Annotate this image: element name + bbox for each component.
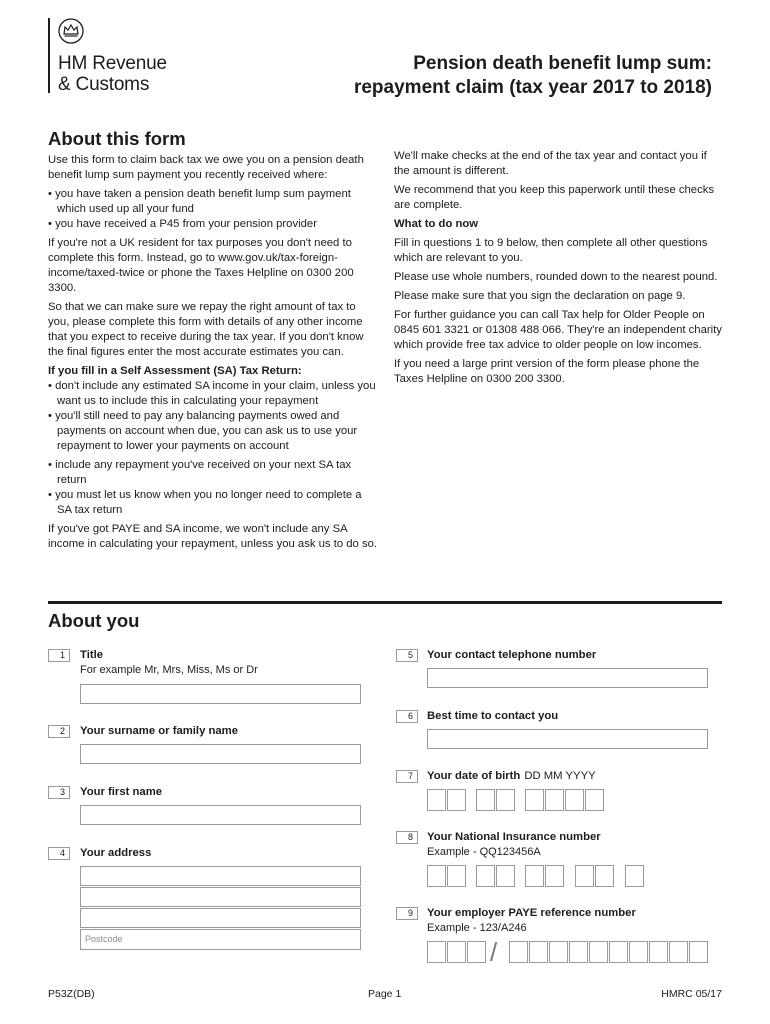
paye-cell-12[interactable] xyxy=(669,941,688,963)
paye-reference-label: Your employer PAYE reference number xyxy=(427,907,636,919)
surname-input[interactable] xyxy=(80,744,361,764)
first-name-label: Your first name xyxy=(80,786,163,798)
about-form-heading: About this form xyxy=(48,128,186,149)
ni-number-label: Your National Insurance number xyxy=(427,831,601,843)
paye-cell-7[interactable] xyxy=(569,941,588,963)
page-number: Page 1 xyxy=(368,988,402,1000)
dob-year-cell-3[interactable] xyxy=(565,789,584,811)
dob-year-cell-1[interactable] xyxy=(525,789,544,811)
ni-cell-4[interactable] xyxy=(496,865,515,887)
ni-cell-8[interactable] xyxy=(595,865,614,887)
dob-month-cell-2[interactable] xyxy=(496,789,515,811)
form-code: P53Z(DB) xyxy=(48,988,95,1000)
question-number-4: 4 xyxy=(48,847,70,860)
paye-reference-hint: Example - 123/A246 xyxy=(427,922,527,934)
paye-separator: / xyxy=(490,937,498,967)
ni-number-hint: Example - QQ123456A xyxy=(427,846,541,858)
surname-label: Your surname or family name xyxy=(80,725,238,737)
paye-cell-9[interactable] xyxy=(609,941,628,963)
paye-cell-1[interactable] xyxy=(427,941,446,963)
paye-cell-2[interactable] xyxy=(447,941,466,963)
question-number-8: 8 xyxy=(396,831,418,844)
question-number-5: 5 xyxy=(396,649,418,662)
ni-cell-9[interactable] xyxy=(625,865,644,887)
telephone-input[interactable] xyxy=(427,668,708,688)
title-input[interactable] xyxy=(80,684,361,704)
address-line-3-input[interactable] xyxy=(80,908,361,928)
about-form-left-column: Use this form to claim back tax we owe you on a pension death benefit lump sum payment you recently received where: • you have taken a pension death benefit lump sum payment which used up all your fund • you have received a P45 from your pension provider If you're not a UK resident for tax purposes you don't need to complete this form. Instead, go to www.gov.uk/tax-foreign-income/taxed-twice or phone the Taxes Helpline on 0300 200 3300. So that we can make sure we repay the right amount of tax to you, please complete this form with details of any other income that you expect to receive during the tax year. If you don't know the final figures enter the most accurate estimates you can. If you fill in a Self Assessment (SA) Tax Return: • don't include any estimated SA income in your claim, unless you want us to include this in calculating your repayment • you'll still need to pay any balancing payments owed and payments on account when due, you can ask us to use your repayment to lower your payments on account • include any repayment you've received on your next SA tax return • you must let us know when you no longer need to complete a SA tax return If you've got PAYE and SA income, we won't include any SA income in calculating your repayment, unless you ask us to do so. xyxy=(48,153,378,556)
question-number-9: 9 xyxy=(396,907,418,920)
ni-cell-6[interactable] xyxy=(545,865,564,887)
title-label: Title xyxy=(80,649,104,661)
royal-crown-icon xyxy=(58,18,84,44)
question-number-1: 1 xyxy=(48,649,70,662)
best-time-label: Best time to contact you xyxy=(427,710,559,722)
ni-cell-1[interactable] xyxy=(427,865,446,887)
paye-cell-5[interactable] xyxy=(529,941,548,963)
paye-cell-10[interactable] xyxy=(629,941,648,963)
dob-year-cell-4[interactable] xyxy=(585,789,604,811)
organisation-name: HM Revenue & Customs xyxy=(58,53,167,95)
question-number-3: 3 xyxy=(48,786,70,799)
address-label: Your address xyxy=(80,847,152,859)
paye-cell-6[interactable] xyxy=(549,941,568,963)
paye-cell-3[interactable] xyxy=(467,941,486,963)
logo-rule xyxy=(48,18,50,93)
first-name-input[interactable] xyxy=(80,805,361,825)
date-of-birth-hint: DD MM YYYY xyxy=(524,770,596,782)
dob-month-cell-1[interactable] xyxy=(476,789,495,811)
dob-year-cell-2[interactable] xyxy=(545,789,564,811)
best-time-input[interactable] xyxy=(427,729,708,749)
postcode-placeholder: Postcode xyxy=(85,934,123,944)
postcode-input[interactable] xyxy=(80,929,361,950)
address-line-1-input[interactable] xyxy=(80,866,361,886)
paye-cell-13[interactable] xyxy=(689,941,708,963)
question-number-7: 7 xyxy=(396,770,418,783)
about-you-heading: About you xyxy=(48,610,140,631)
paye-cell-4[interactable] xyxy=(509,941,528,963)
section-divider xyxy=(48,601,722,604)
question-number-6: 6 xyxy=(396,710,418,723)
paye-cell-8[interactable] xyxy=(589,941,608,963)
ni-cell-3[interactable] xyxy=(476,865,495,887)
telephone-label: Your contact telephone number xyxy=(427,649,597,661)
question-number-2: 2 xyxy=(48,725,70,738)
about-form-right-column: We'll make checks at the end of the tax year and contact you if the amount is different. We recommend that you keep this paperwork until these checks are complete. What to do now Fill in questions 1 to 9 below, then complete all other questions which are relevant to you. Please use whole numbers, rounded down to the nearest pound. Please make sure that you sign the declaration on page 9. For further guidance you can call Tax help for Older People on 0845 601 3321 or 01308 488 066. They're an independent charity which provide free tax advice to older people on low incomes. If you need a large print version of the form please phone the Taxes Helpline on 0300 200 3300. xyxy=(394,150,722,385)
form-title: Pension death benefit lump sum: repayment claim (tax year 2017 to 2018) xyxy=(353,53,712,98)
title-hint: For example Mr, Mrs, Miss, Ms or Dr xyxy=(80,664,258,676)
paye-cell-11[interactable] xyxy=(649,941,668,963)
form-version: HMRC 05/17 xyxy=(661,988,722,1000)
ni-cell-5[interactable] xyxy=(525,865,544,887)
ni-cell-7[interactable] xyxy=(575,865,594,887)
date-of-birth-label: Your date of birth DD MM YYYY xyxy=(427,770,596,782)
ni-cell-2[interactable] xyxy=(447,865,466,887)
dob-day-cell-1[interactable] xyxy=(427,789,446,811)
dob-day-cell-2[interactable] xyxy=(447,789,466,811)
address-line-2-input[interactable] xyxy=(80,887,361,907)
